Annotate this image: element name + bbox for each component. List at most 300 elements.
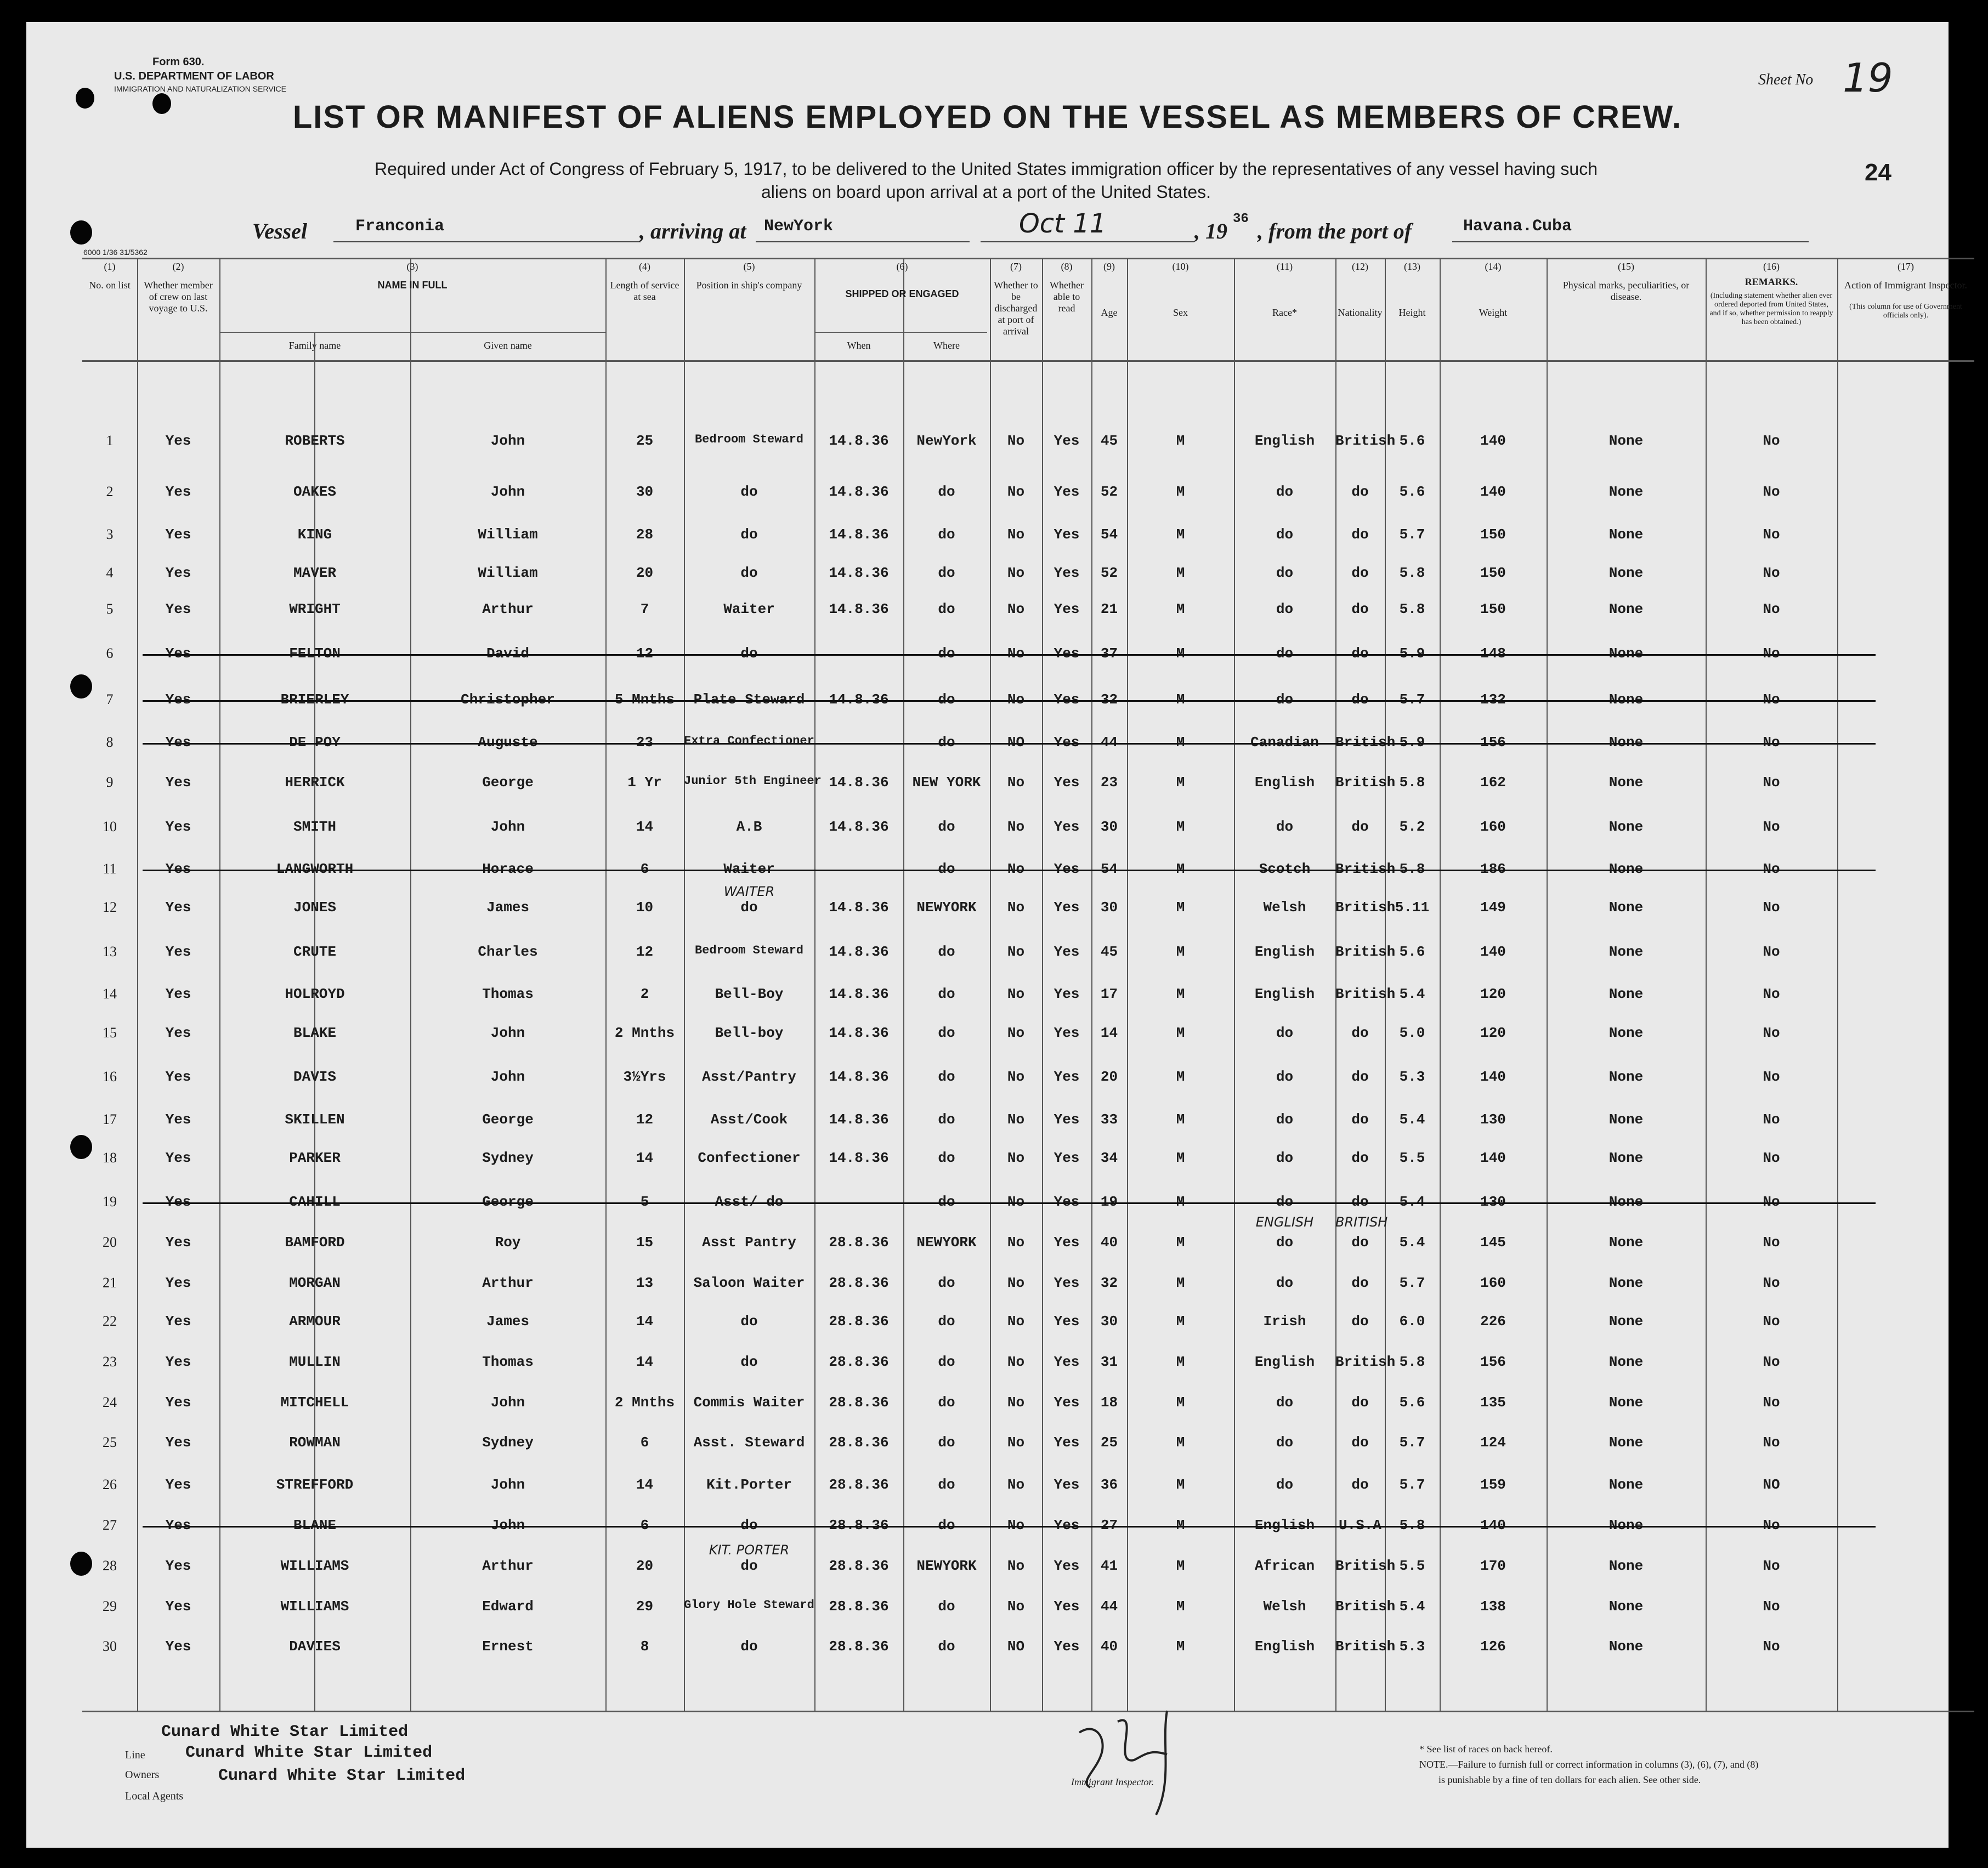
physical-marks-cell: None: [1608, 1517, 1644, 1534]
weight-cell: 140: [1480, 433, 1506, 449]
prev-voyage-cell: Yes: [165, 774, 191, 791]
row-number: 22: [103, 1313, 117, 1329]
table-row: [82, 1186, 1974, 1219]
row-number: 13: [103, 944, 117, 959]
row-number: 16: [103, 1069, 117, 1085]
race-cell: English: [1254, 1354, 1315, 1370]
form-number: Form 630.: [152, 56, 205, 68]
service-cell: 12: [636, 944, 654, 960]
nationality-cell: do: [1351, 484, 1369, 500]
family-name-cell: DAVIS: [293, 1069, 336, 1085]
agents-stamp: Cunard White Star Limited: [218, 1767, 466, 1785]
shipped-when-cell: 14.8.36: [829, 986, 889, 1002]
column-number-15: (15): [1618, 261, 1634, 272]
shipped-where-cell: do: [938, 484, 955, 500]
discharged-cell: No: [1007, 1477, 1025, 1493]
sex-cell: M: [1176, 1313, 1185, 1330]
shipped-where-cell: do: [938, 944, 955, 960]
position-cell: Bedroom Steward: [694, 944, 804, 957]
race-cell: do: [1276, 601, 1294, 617]
discharged-cell: No: [1007, 1313, 1025, 1330]
prev-voyage-cell: Yes: [165, 819, 191, 835]
nationality-cell: British: [1335, 944, 1396, 960]
given-name-cell: William: [478, 565, 538, 581]
arrival-date: Oct 11: [1019, 208, 1107, 239]
remarks-cell: No: [1763, 1434, 1780, 1451]
prev-voyage-cell: Yes: [165, 1558, 191, 1574]
weight-cell: 120: [1480, 986, 1506, 1002]
able-to-read-cell: Yes: [1054, 819, 1080, 835]
given-name-cell: Horace: [482, 861, 534, 877]
table-row: [82, 1017, 1974, 1050]
age-cell: 32: [1100, 691, 1118, 708]
sex-cell: M: [1176, 484, 1185, 500]
able-to-read-cell: Yes: [1054, 1313, 1080, 1330]
physical-marks-cell: None: [1608, 986, 1644, 1002]
remarks-cell: No: [1763, 1558, 1780, 1574]
race-annotation: ENGLISH: [1255, 1214, 1314, 1230]
race-cell: do: [1276, 1194, 1294, 1210]
shipped-where-cell: NEWYORK: [916, 1234, 977, 1251]
service-cell: 14: [636, 1313, 654, 1330]
given-name-cell: Sydney: [482, 1150, 534, 1166]
nationality-cell: do: [1351, 601, 1369, 617]
arrival-year: 36: [1233, 212, 1249, 226]
position-cell: Waiter: [723, 601, 775, 617]
weight-cell: 140: [1480, 1517, 1506, 1534]
strike-through-line: [143, 1526, 1876, 1528]
remarks-cell: No: [1763, 1354, 1780, 1370]
discharged-cell: No: [1007, 526, 1025, 543]
race-cell: Canadian: [1250, 734, 1319, 751]
given-name-cell: Thomas: [482, 986, 534, 1002]
prev-voyage-cell: Yes: [165, 691, 191, 708]
penalty-note-line-2: is punishable by a fine of ten dollars for each alien. See other side.: [1438, 1774, 1701, 1785]
age-cell: 27: [1100, 1517, 1118, 1534]
position-cell: Asst/Cook: [710, 1111, 788, 1128]
prev-voyage-cell: Yes: [165, 986, 191, 1002]
position-cell: Kit.Porter: [706, 1477, 792, 1493]
prev-voyage-cell: Yes: [165, 565, 191, 581]
column-number-8: (8): [1061, 261, 1073, 272]
remarks-cell: No: [1763, 1638, 1780, 1655]
remarks-cell: No: [1763, 1313, 1780, 1330]
prev-voyage-cell: Yes: [165, 1354, 191, 1370]
nationality-cell: British: [1335, 986, 1396, 1002]
age-cell: 31: [1100, 1354, 1118, 1370]
family-name-cell: CRUTE: [293, 944, 336, 960]
family-name-cell: LANGWORTH: [276, 861, 354, 877]
position-cell: Bell-Boy: [715, 986, 784, 1002]
service-cell: 5 Mnths: [614, 691, 675, 708]
column-number-9: (9): [1103, 261, 1115, 272]
family-name-cell: BLAKE: [293, 1025, 336, 1041]
able-to-read-cell: Yes: [1054, 1394, 1080, 1411]
given-name-cell: John: [490, 1025, 525, 1041]
height-cell: 5.11: [1395, 899, 1430, 916]
column-header-when: When: [847, 340, 871, 351]
table-row: [82, 684, 1974, 717]
able-to-read-cell: Yes: [1054, 526, 1080, 543]
column-header-12: Nationality: [1338, 307, 1383, 318]
service-cell: 6: [640, 1517, 649, 1534]
height-cell: 5.4: [1399, 986, 1425, 1002]
row-number: 17: [103, 1111, 117, 1127]
prev-voyage-cell: Yes: [165, 944, 191, 960]
age-cell: 44: [1100, 734, 1118, 751]
service-cell: 14: [636, 1354, 654, 1370]
shipped-where-cell: NEWYORK: [916, 1558, 977, 1574]
race-cell: do: [1276, 484, 1294, 500]
sex-cell: M: [1176, 1025, 1185, 1041]
shipped-where-cell: do: [938, 819, 955, 835]
family-name-cell: SMITH: [293, 819, 336, 835]
discharged-cell: No: [1007, 691, 1025, 708]
position-cell: Junior 5th Engineer: [684, 774, 822, 788]
race-cell: do: [1276, 565, 1294, 581]
row-number: 29: [103, 1598, 117, 1614]
row-number: 23: [103, 1354, 117, 1370]
age-cell: 52: [1100, 565, 1118, 581]
able-to-read-cell: Yes: [1054, 944, 1080, 960]
given-name-cell: John: [490, 1069, 525, 1085]
age-cell: 19: [1100, 1194, 1118, 1210]
remarks-cell: No: [1763, 819, 1780, 835]
height-cell: 5.7: [1399, 526, 1425, 543]
table-row: [82, 519, 1974, 552]
shipped-where-cell: do: [938, 565, 955, 581]
remarks-cell: No: [1763, 861, 1780, 877]
table-row: [82, 476, 1974, 509]
strike-through-line: [143, 743, 1876, 745]
physical-marks-cell: None: [1608, 691, 1644, 708]
column-number-16: (16): [1763, 261, 1780, 272]
remarks-cell: No: [1763, 774, 1780, 791]
weight-cell: 160: [1480, 819, 1506, 835]
strike-through-line: [143, 700, 1876, 702]
weight-cell: 156: [1480, 1354, 1506, 1370]
prev-voyage-cell: Yes: [165, 899, 191, 916]
able-to-read-cell: Yes: [1054, 1558, 1080, 1574]
vessel-label: Vessel: [252, 219, 307, 243]
nationality-cell: do: [1351, 1313, 1369, 1330]
row-number: 18: [103, 1150, 117, 1166]
row-number: 4: [106, 565, 114, 581]
shipped-when-cell: 28.8.36: [829, 1517, 889, 1534]
row-number: 1: [106, 433, 114, 448]
prev-voyage-cell: Yes: [165, 1638, 191, 1655]
sex-cell: M: [1176, 691, 1185, 708]
given-name-cell: Arthur: [482, 1275, 534, 1291]
column-header-9: Age: [1101, 307, 1118, 318]
service-cell: 12: [636, 1111, 654, 1128]
nationality-cell: British: [1335, 734, 1396, 751]
discharged-cell: No: [1007, 645, 1025, 662]
prev-voyage-cell: Yes: [165, 1598, 191, 1615]
physical-marks-cell: None: [1608, 1234, 1644, 1251]
weight-cell: 150: [1480, 565, 1506, 581]
given-name-cell: John: [490, 1517, 525, 1534]
shipped-where-cell: do: [938, 645, 955, 662]
shipped-when-cell: 14.8.36: [829, 484, 889, 500]
shipped-when-cell: 14.8.36: [829, 433, 889, 449]
family-name-cell: WILLIAMS: [280, 1598, 349, 1615]
family-name-cell: JONES: [293, 899, 336, 916]
position-cell: do: [740, 645, 758, 662]
shipped-when-cell: 28.8.36: [829, 1354, 889, 1370]
table-row: [82, 1387, 1974, 1420]
sex-cell: M: [1176, 861, 1185, 877]
column-number-2: (2): [172, 261, 184, 272]
remarks-cell: No: [1763, 1275, 1780, 1291]
discharged-cell: No: [1007, 944, 1025, 960]
family-name-cell: WRIGHT: [289, 601, 341, 617]
able-to-read-cell: Yes: [1054, 734, 1080, 751]
position-cell: Confectioner: [698, 1150, 801, 1166]
family-name-cell: STREFFORD: [276, 1477, 354, 1493]
row-number: 27: [103, 1517, 117, 1533]
service-cell: 14: [636, 1477, 654, 1493]
remarks-cell: No: [1763, 1194, 1780, 1210]
column-header-given-name: Given name: [484, 340, 532, 351]
shipped-where-cell: do: [938, 1638, 955, 1655]
height-cell: 5.7: [1399, 1434, 1425, 1451]
race-cell: English: [1254, 944, 1315, 960]
table-row: [82, 1305, 1974, 1338]
physical-marks-cell: None: [1608, 819, 1644, 835]
race-cell: do: [1276, 1275, 1294, 1291]
weight-cell: 159: [1480, 1477, 1506, 1493]
weight-cell: 148: [1480, 645, 1506, 662]
age-cell: 17: [1100, 986, 1118, 1002]
table-row: [82, 1509, 1974, 1542]
given-name-cell: John: [490, 433, 525, 449]
remarks-cell: No: [1763, 1517, 1780, 1534]
prev-voyage-cell: Yes: [165, 1313, 191, 1330]
given-name-cell: Thomas: [482, 1354, 534, 1370]
sex-cell: M: [1176, 1638, 1185, 1655]
given-name-cell: John: [490, 1477, 525, 1493]
position-cell: Plate Steward: [693, 691, 805, 708]
shipped-where-cell: do: [938, 601, 955, 617]
prev-voyage-cell: Yes: [165, 1234, 191, 1251]
discharged-cell: No: [1007, 1434, 1025, 1451]
family-name-cell: ROWMAN: [289, 1434, 341, 1451]
row-number: 15: [103, 1025, 117, 1041]
family-name-cell: BRIERLEY: [280, 691, 349, 708]
height-cell: 5.8: [1399, 1517, 1425, 1534]
age-cell: 54: [1100, 861, 1118, 877]
discharged-cell: No: [1007, 819, 1025, 835]
race-cell: Welsh: [1263, 899, 1306, 916]
service-cell: 12: [636, 645, 654, 662]
remarks-cell: NO: [1763, 1477, 1780, 1493]
service-cell: 6: [640, 861, 649, 877]
table-row: [82, 726, 1974, 759]
family-name-cell: BAMFORD: [285, 1234, 345, 1251]
age-cell: 30: [1100, 899, 1118, 916]
sex-cell: M: [1176, 1598, 1185, 1615]
weight-cell: 135: [1480, 1394, 1506, 1411]
given-name-cell: Roy: [495, 1234, 521, 1251]
sex-cell: M: [1176, 944, 1185, 960]
remarks-cell: No: [1763, 645, 1780, 662]
shipped-when-cell: 28.8.36: [829, 1558, 889, 1574]
position-cell: A.B: [736, 819, 762, 835]
discharged-cell: No: [1007, 1558, 1025, 1574]
position-cell: Asst/Pantry: [702, 1069, 796, 1085]
position-cell: Asst Pantry: [702, 1234, 796, 1251]
column-number-6: (6): [896, 261, 908, 272]
inspector-column-note: (This column for use of Government officials only).: [1849, 303, 1962, 320]
table-row: [82, 557, 1974, 590]
height-cell: 5.8: [1399, 774, 1425, 791]
sex-cell: M: [1176, 1069, 1185, 1085]
age-cell: 30: [1100, 1313, 1118, 1330]
sheet-label: Sheet No: [1758, 71, 1814, 88]
shipped-when-cell: 14.8.36: [829, 899, 889, 916]
weight-cell: 170: [1480, 1558, 1506, 1574]
table-row: [82, 1104, 1974, 1137]
shipped-where-cell: NEWYORK: [916, 899, 977, 916]
shipped-when-cell: 28.8.36: [829, 1313, 889, 1330]
able-to-read-cell: Yes: [1054, 1194, 1080, 1210]
sex-cell: M: [1176, 1517, 1185, 1534]
discharged-cell: NO: [1007, 1638, 1025, 1655]
physical-marks-cell: None: [1608, 433, 1644, 449]
discharged-cell: No: [1007, 601, 1025, 617]
position-cell: Bedroom Steward: [694, 433, 804, 446]
family-name-cell: HOLROYD: [285, 986, 345, 1002]
arriving-port: NewYork: [764, 217, 834, 236]
nationality-cell: British: [1335, 1598, 1396, 1615]
remarks-cell: No: [1763, 1598, 1780, 1615]
physical-marks-cell: None: [1608, 734, 1644, 751]
row-number: 10: [103, 819, 117, 834]
given-name-cell: Auguste: [478, 734, 538, 751]
discharged-cell: No: [1007, 1111, 1025, 1128]
column-number-3: (3): [406, 261, 418, 272]
race-cell: do: [1276, 1434, 1294, 1451]
race-cell: English: [1254, 986, 1315, 1002]
row-number: 9: [106, 774, 114, 790]
shipped-when-cell: 14.8.36: [829, 774, 889, 791]
nationality-cell: do: [1351, 1069, 1369, 1085]
prev-voyage-cell: Yes: [165, 526, 191, 543]
service-cell: 23: [636, 734, 654, 751]
given-name-cell: John: [490, 819, 525, 835]
able-to-read-cell: Yes: [1054, 645, 1080, 662]
shipped-where-cell: do: [938, 691, 955, 708]
shipped-when-cell: 14.8.36: [829, 819, 889, 835]
race-cell: African: [1254, 1558, 1315, 1574]
height-cell: 5.4: [1399, 1111, 1425, 1128]
prev-voyage-cell: Yes: [165, 601, 191, 617]
remarks-cell: No: [1763, 734, 1780, 751]
able-to-read-cell: Yes: [1054, 1234, 1080, 1251]
remarks-note: (Including statement whether alien ever ordered deported from United States, and if so, whether permission to reapply has been obtained.): [1709, 292, 1833, 326]
nationality-annotation: BRITISH: [1335, 1214, 1388, 1230]
given-name-cell: Edward: [482, 1598, 534, 1615]
physical-marks-cell: None: [1608, 1394, 1644, 1411]
column-header-7: Whether to be discharged at port of arrival: [994, 280, 1038, 337]
shipped-when-cell: 28.8.36: [829, 1275, 889, 1291]
race-cell: do: [1276, 819, 1294, 835]
table-row: [82, 425, 1974, 458]
column-number-1: (1): [104, 261, 116, 272]
remarks-cell: No: [1763, 1150, 1780, 1166]
physical-marks-cell: None: [1608, 944, 1644, 960]
age-cell: 45: [1100, 944, 1118, 960]
agents-label: Local Agents: [125, 1790, 184, 1802]
sex-cell: M: [1176, 645, 1185, 662]
weight-cell: 140: [1480, 484, 1506, 500]
departure-port: Havana.Cuba: [1463, 217, 1572, 236]
page-title: LIST OR MANIFEST OF ALIENS EMPLOYED ON THE VESSEL AS MEMBERS OF CREW.: [292, 99, 1683, 135]
shipped-when-cell: 14.8.36: [829, 526, 889, 543]
prev-voyage-cell: Yes: [165, 1517, 191, 1534]
strike-through-line: [143, 654, 1876, 656]
remarks-cell: No: [1763, 484, 1780, 500]
shipped-where-cell: do: [938, 986, 955, 1002]
prev-voyage-cell: Yes: [165, 484, 191, 500]
shipped-where-cell: do: [938, 1517, 955, 1534]
remarks-cell: No: [1763, 691, 1780, 708]
service-cell: 6: [640, 1434, 649, 1451]
nationality-cell: British: [1335, 774, 1396, 791]
height-cell: 5.8: [1399, 565, 1425, 581]
weight-cell: 130: [1480, 1194, 1506, 1210]
race-cell: do: [1276, 1069, 1294, 1085]
given-name-cell: Christopher: [461, 691, 555, 708]
nationality-cell: do: [1351, 1234, 1369, 1251]
nationality-cell: British: [1335, 1558, 1396, 1574]
race-cell: English: [1254, 774, 1315, 791]
discharged-cell: No: [1007, 1234, 1025, 1251]
row-number: 20: [103, 1234, 117, 1250]
row-number: 28: [103, 1558, 117, 1574]
remarks-cell: No: [1763, 899, 1780, 916]
prev-voyage-cell: Yes: [165, 1150, 191, 1166]
vessel-name: Franconia: [355, 217, 445, 236]
age-cell: 40: [1100, 1638, 1118, 1655]
service-cell: 25: [636, 433, 654, 449]
physical-marks-cell: None: [1608, 1558, 1644, 1574]
age-cell: 40: [1100, 1234, 1118, 1251]
column-number-10: (10): [1172, 261, 1189, 272]
remarks-cell: No: [1763, 433, 1780, 449]
shipped-where-cell: do: [938, 734, 955, 751]
position-cell: Asst/ do: [715, 1194, 784, 1210]
remarks-cell: No: [1763, 986, 1780, 1002]
race-cell: do: [1276, 645, 1294, 662]
manifest-sheet: [26, 22, 1967, 1848]
sex-cell: M: [1176, 433, 1185, 449]
height-cell: 5.6: [1399, 433, 1425, 449]
prev-voyage-cell: Yes: [165, 1477, 191, 1493]
discharged-cell: No: [1007, 1150, 1025, 1166]
given-name-cell: William: [478, 526, 538, 543]
punch-hole: [70, 220, 92, 245]
column-number-11: (11): [1276, 261, 1293, 272]
family-name-cell: MULLIN: [289, 1354, 341, 1370]
weight-cell: 140: [1480, 1150, 1506, 1166]
position-cell: do: [740, 1517, 758, 1534]
family-name-cell: CAHILL: [289, 1194, 341, 1210]
able-to-read-cell: Yes: [1054, 1354, 1080, 1370]
subtitle-line-2: aliens on board upon arrival at a port of the United States.: [761, 182, 1211, 202]
physical-marks-cell: None: [1608, 1313, 1644, 1330]
